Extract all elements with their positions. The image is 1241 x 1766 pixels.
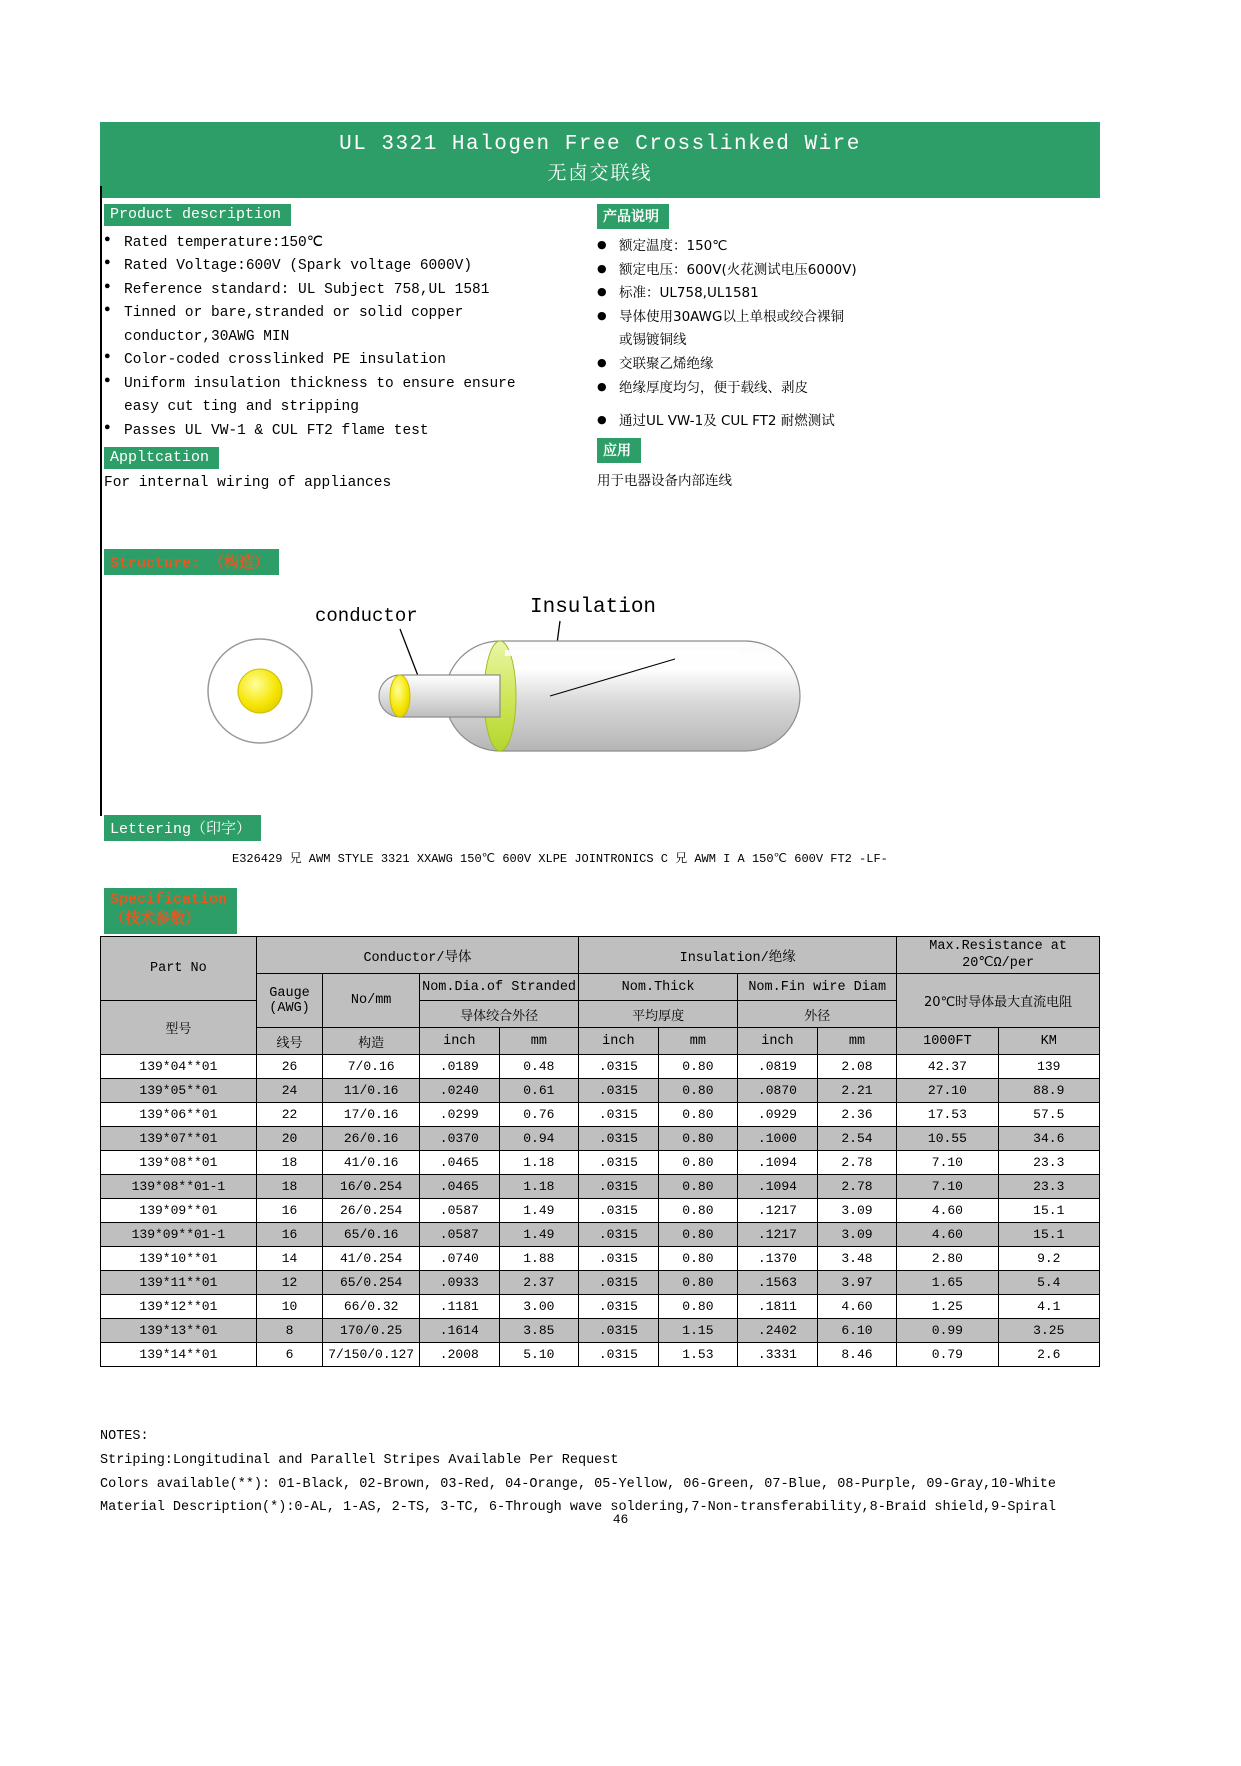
header-unit-inch-3: inch [738, 1028, 818, 1055]
cell-value: .1614 [420, 1319, 500, 1343]
cell-value: 139 [998, 1055, 1099, 1079]
table-row [101, 1247, 1100, 1271]
wire-cross-section-svg [100, 581, 1100, 821]
cell-value: .0933 [420, 1271, 500, 1295]
cell-value: 2.78 [817, 1175, 897, 1199]
header-unit-mm-1: mm [499, 1028, 579, 1055]
cell-part-no: 139*12**01 [101, 1295, 257, 1319]
desc-cn-0: 额定温度：150℃ [619, 237, 728, 254]
cell-value: 0.80 [658, 1127, 738, 1151]
structure-section [100, 549, 1100, 575]
cell-value: 0.79 [897, 1343, 998, 1367]
cell-value: .0315 [579, 1271, 659, 1295]
specification-label-line1: Specification [110, 890, 228, 908]
insulation-label-text: Insulation [530, 595, 657, 619]
cell-value: 3.09 [817, 1199, 897, 1223]
cell-value: 15.1 [998, 1199, 1099, 1223]
cell-value: 0.94 [499, 1127, 579, 1151]
application-label-cn: 应用 [597, 438, 641, 463]
header-nom-fin-wire-diam: Nom.Fin wire Diam [738, 974, 897, 1001]
cell-value: 170/0.25 [323, 1319, 420, 1343]
cell-value: 0.80 [658, 1079, 738, 1103]
table-row [101, 1199, 1100, 1223]
description-list-cn [597, 235, 1017, 434]
desc-en-3: Tinned or bare,stranded or solid copper [124, 305, 464, 322]
lettering-section [100, 815, 1100, 866]
cell-part-no: 139*04**01 [101, 1055, 257, 1079]
cell-value: .0315 [579, 1055, 659, 1079]
description-column-cn [597, 204, 1017, 489]
list-item [104, 279, 584, 302]
cell-value: 88.9 [998, 1079, 1099, 1103]
cell-value: .0315 [579, 1175, 659, 1199]
cell-value: 0.80 [658, 1247, 738, 1271]
cell-value: .2008 [420, 1343, 500, 1367]
cell-value: .0740 [420, 1247, 500, 1271]
desc-en-1: Rated Voltage:600V (Spark voltage 6000V) [124, 258, 473, 275]
cell-value: 0.80 [658, 1223, 738, 1247]
cell-value: 2.21 [817, 1079, 897, 1103]
cell-value: 10.55 [897, 1127, 998, 1151]
product-description-label: Product description [104, 204, 291, 226]
cell-value: 4.1 [998, 1295, 1099, 1319]
list-item [597, 235, 1017, 259]
header-max-resistance-cn: 20℃时导体最大直流电阻 [897, 974, 1100, 1028]
list-item [104, 349, 584, 372]
cell-value: .0315 [579, 1079, 659, 1103]
cell-value: 9.2 [998, 1247, 1099, 1271]
lettering-label: Lettering（印字） [104, 815, 261, 841]
cell-part-no: 139*10**01 [101, 1247, 257, 1271]
cell-value: 2.80 [897, 1247, 998, 1271]
table-row [101, 1103, 1100, 1127]
header-unit-mm-3: mm [817, 1028, 897, 1055]
cell-value: 26 [256, 1055, 322, 1079]
cell-value: 8.46 [817, 1343, 897, 1367]
header-gauge [256, 974, 322, 1028]
table-row [101, 1295, 1100, 1319]
cell-value: 0.76 [499, 1103, 579, 1127]
cell-value: 23.3 [998, 1151, 1099, 1175]
cell-value: .1094 [738, 1175, 818, 1199]
cell-value: .0189 [420, 1055, 500, 1079]
list-item [104, 255, 584, 278]
cell-value: 0.48 [499, 1055, 579, 1079]
product-title-cn: 无卤交联线 [547, 162, 653, 185]
cell-value: 2.54 [817, 1127, 897, 1151]
cell-value: 27.10 [897, 1079, 998, 1103]
cell-value: .1217 [738, 1199, 818, 1223]
cell-part-no: 139*09**01 [101, 1199, 257, 1223]
cell-value: 5.4 [998, 1271, 1099, 1295]
cell-value: 11/0.16 [323, 1079, 420, 1103]
cell-value: 0.80 [658, 1151, 738, 1175]
cell-value: 3.25 [998, 1319, 1099, 1343]
cell-part-no: 139*08**01 [101, 1151, 257, 1175]
cell-value: .0819 [738, 1055, 818, 1079]
header-unit-mm-2: mm [658, 1028, 738, 1055]
product-title-en: UL 3321 Halogen Free Crosslinked Wire [339, 133, 861, 156]
list-item [597, 259, 1017, 283]
list-item [104, 373, 584, 420]
list-item [597, 377, 1017, 401]
list-item [597, 306, 1017, 353]
datasheet-body [100, 122, 1100, 1520]
cell-value: 0.80 [658, 1199, 738, 1223]
cell-value: 0.80 [658, 1055, 738, 1079]
cell-value: .1370 [738, 1247, 818, 1271]
list-item [597, 353, 1017, 377]
cell-value: .0315 [579, 1343, 659, 1367]
cell-value: 0.80 [658, 1271, 738, 1295]
cell-value: 17.53 [897, 1103, 998, 1127]
cell-value: .0315 [579, 1319, 659, 1343]
table-header-row-1 [101, 937, 1100, 974]
table-row [101, 1079, 1100, 1103]
list-item [597, 282, 1017, 306]
table-row [101, 1175, 1100, 1199]
list-item [104, 420, 584, 443]
cell-value: .0465 [420, 1151, 500, 1175]
cell-value: .1094 [738, 1151, 818, 1175]
cell-value: 2.36 [817, 1103, 897, 1127]
cell-value: 26/0.16 [323, 1127, 420, 1151]
cell-value: 7.10 [897, 1175, 998, 1199]
product-title-banner [100, 122, 1100, 198]
conductor-label-text: conductor [315, 604, 418, 627]
cell-part-no: 139*07**01 [101, 1127, 257, 1151]
description-list-en [104, 232, 584, 443]
cell-part-no: 139*14**01 [101, 1343, 257, 1367]
desc-cn-5: 交联聚乙烯绝缘 [619, 356, 714, 373]
header-insulation: Insulation/绝缘 [579, 937, 897, 974]
desc-en-5: Color-coded crosslinked PE insulation [124, 352, 446, 369]
cell-value: 14 [256, 1247, 322, 1271]
cell-value: 57.5 [998, 1103, 1099, 1127]
table-row [101, 1127, 1100, 1151]
cell-value: 0.80 [658, 1103, 738, 1127]
cell-value: .0587 [420, 1223, 500, 1247]
table-row [101, 1055, 1100, 1079]
cell-value: .1000 [738, 1127, 818, 1151]
cell-value: 1.88 [499, 1247, 579, 1271]
header-unit-1000ft: 1000FT [897, 1028, 998, 1055]
description-column-en [104, 204, 584, 491]
cell-value: 2.6 [998, 1343, 1099, 1367]
cell-value: 3.97 [817, 1271, 897, 1295]
structure-diagram [100, 581, 1100, 821]
cell-part-no: 139*05**01 [101, 1079, 257, 1103]
cell-value: 66/0.32 [323, 1295, 420, 1319]
cell-value: 3.48 [817, 1247, 897, 1271]
list-item [104, 302, 584, 349]
header-no-mm: No/mm [323, 974, 420, 1028]
cell-value: 23.3 [998, 1175, 1099, 1199]
cell-value: 1.49 [499, 1199, 579, 1223]
specification-table [100, 936, 1100, 1367]
desc-en-4: conductor,30AWG MIN [124, 328, 290, 345]
cell-value: 2.37 [499, 1271, 579, 1295]
cell-value: 7.10 [897, 1151, 998, 1175]
header-gauge-cn: 线号 [256, 1028, 322, 1055]
cell-value: 1.53 [658, 1343, 738, 1367]
cell-value: 0.80 [658, 1295, 738, 1319]
cell-value: .1217 [738, 1223, 818, 1247]
cell-value: 4.60 [817, 1295, 897, 1319]
cell-value: 41/0.254 [323, 1247, 420, 1271]
cell-value: .0315 [579, 1247, 659, 1271]
cell-value: 16 [256, 1199, 322, 1223]
specification-label [104, 888, 237, 935]
cell-value: 0.61 [499, 1079, 579, 1103]
cell-value: .0870 [738, 1079, 818, 1103]
desc-cn-1: 额定电压：600V(火花测试电压6000V) [619, 261, 857, 278]
cell-value: 10 [256, 1295, 322, 1319]
cell-part-no: 139*11**01 [101, 1271, 257, 1295]
cell-value: .3331 [738, 1343, 818, 1367]
cell-value: 3.09 [817, 1223, 897, 1247]
cell-value: .0315 [579, 1151, 659, 1175]
cell-value: 1.49 [499, 1223, 579, 1247]
cell-value: 3.85 [499, 1319, 579, 1343]
cell-value: .0465 [420, 1175, 500, 1199]
header-max-resistance: Max.Resistance at 20℃Ω/per [897, 937, 1100, 974]
cell-value: .1181 [420, 1295, 500, 1319]
desc-en-8: Passes UL VW-1 & CUL FT2 flame test [124, 422, 429, 439]
specification-section [100, 888, 1100, 935]
cell-value: 16 [256, 1223, 322, 1247]
cell-value: 6.10 [817, 1319, 897, 1343]
header-nom-dia-stranded: Nom.Dia.of Stranded [420, 974, 579, 1001]
notes-block [100, 1425, 1100, 1520]
desc-cn-7: 通过UL VW-1及 CUL FT2 耐燃测试 [619, 413, 835, 430]
cell-value: 22 [256, 1103, 322, 1127]
page-number: 46 [612, 1512, 629, 1527]
cell-value: 1.18 [499, 1175, 579, 1199]
header-nom-fin-wire-diam-cn: 外径 [738, 1001, 897, 1028]
lettering-text: E326429 兄 AWM STYLE 3321 XXAWG 150℃ 600V XLPE JOINTRONICS C 兄 AWM I A 150℃ 600V FT2 -LF- [232, 851, 888, 866]
list-item [597, 410, 1017, 434]
cell-value: .0370 [420, 1127, 500, 1151]
table-row [101, 1271, 1100, 1295]
table-row [101, 1319, 1100, 1343]
desc-cn-4: 或锡镀铜线 [619, 332, 687, 349]
application-text-cn: 用于电器设备内部连线 [597, 472, 732, 489]
header-unit-km: KM [998, 1028, 1099, 1055]
cell-value: .0929 [738, 1103, 818, 1127]
header-unit-inch-2: inch [579, 1028, 659, 1055]
cell-value: 2.78 [817, 1151, 897, 1175]
cell-value: .0315 [579, 1223, 659, 1247]
specification-label-line2: （技术参数） [110, 911, 201, 929]
cell-value: 1.25 [897, 1295, 998, 1319]
cell-value: 12 [256, 1271, 322, 1295]
cell-value: .0315 [579, 1127, 659, 1151]
cell-value: 8 [256, 1319, 322, 1343]
cell-value: 3.00 [499, 1295, 579, 1319]
table-row [101, 1151, 1100, 1175]
cell-value: .1811 [738, 1295, 818, 1319]
cell-part-no: 139*09**01-1 [101, 1223, 257, 1247]
cell-value: 6 [256, 1343, 322, 1367]
cell-value: .0587 [420, 1199, 500, 1223]
cell-value: 4.60 [897, 1223, 998, 1247]
table-row [101, 1343, 1100, 1367]
structure-label: Structure: （构造） [104, 549, 279, 575]
desc-en-6: Uniform insulation thickness to ensure ensure [124, 375, 516, 392]
cell-value: 20 [256, 1127, 322, 1151]
product-description-label-cn: 产品说明 [597, 204, 669, 229]
cell-value: 2.08 [817, 1055, 897, 1079]
cell-value: 1.18 [499, 1151, 579, 1175]
application-text-en: For internal wiring of appliances [104, 475, 392, 492]
header-gauge-text: Gauge (AWG) [269, 985, 310, 1016]
cell-value: .0315 [579, 1103, 659, 1127]
cell-value: .2402 [738, 1319, 818, 1343]
cell-value: 0.99 [897, 1319, 998, 1343]
cell-value: 5.10 [499, 1343, 579, 1367]
desc-cn-2: 标准：UL758,UL1581 [619, 285, 759, 302]
cell-value: 24 [256, 1079, 322, 1103]
cell-value: 34.6 [998, 1127, 1099, 1151]
header-part-no-cn: 型号 [101, 1001, 257, 1055]
cell-part-no: 139*08**01-1 [101, 1175, 257, 1199]
header-conductor: Conductor/导体 [256, 937, 578, 974]
cell-value: 18 [256, 1175, 322, 1199]
cell-value: .0315 [579, 1199, 659, 1223]
cell-part-no: 139*13**01 [101, 1319, 257, 1343]
notes-title: NOTES: [100, 1429, 149, 1445]
header-unit-inch-1: inch [420, 1028, 500, 1055]
notes-line-1: Striping:Longitudinal and Parallel Stripes Available Per Request [100, 1453, 619, 1469]
desc-cn-3: 导体使用30AWG以上单根或绞合裸铜 [619, 308, 844, 325]
cell-value: 26/0.254 [323, 1199, 420, 1223]
notes-line-2: Colors available(**): 01-Black, 02-Brown, 03-Red, 04-Orange, 05-Yellow, 06-Green, 07-Blue, 08-Purple, 09-Gray,10-White [100, 1476, 1056, 1492]
desc-en-7: easy cut ting and stripping [124, 399, 359, 416]
desc-cn-6: 绝缘厚度均匀，便于载线、剥皮 [619, 379, 808, 396]
cell-value: 1.15 [658, 1319, 738, 1343]
table-head [101, 937, 1100, 1055]
header-nom-dia-stranded-cn: 导体绞合外径 [420, 1001, 579, 1028]
cell-value: 15.1 [998, 1223, 1099, 1247]
header-nom-thick-cn: 平均厚度 [579, 1001, 738, 1028]
table-row [101, 1223, 1100, 1247]
header-nom-thick: Nom.Thick [579, 974, 738, 1001]
notes-line-3: Material Description(*):0-AL, 1-AS, 2-TS, 3-TC, 6-Through wave soldering,7-Non-transferability,8-Braid shield,9-Spiral [100, 1500, 1056, 1516]
cell-value: 42.37 [897, 1055, 998, 1079]
header-no-mm-cn: 构造 [323, 1028, 420, 1055]
cell-value: .1563 [738, 1271, 818, 1295]
cell-value: 7/150/0.127 [323, 1343, 420, 1367]
cell-value: 1.65 [897, 1271, 998, 1295]
cell-value: 0.80 [658, 1175, 738, 1199]
cell-value: 4.60 [897, 1199, 998, 1223]
description-section [100, 204, 1100, 492]
header-part-no: Part No [101, 937, 257, 1001]
application-label-en: Appltcation [104, 447, 219, 469]
cell-value: .0315 [579, 1295, 659, 1319]
cell-value: 41/0.16 [323, 1151, 420, 1175]
list-item [104, 232, 584, 255]
cell-value: 65/0.254 [323, 1271, 420, 1295]
cell-value: 65/0.16 [323, 1223, 420, 1247]
cell-value: 18 [256, 1151, 322, 1175]
table-body [101, 1055, 1100, 1367]
cell-value: 7/0.16 [323, 1055, 420, 1079]
cell-part-no: 139*06**01 [101, 1103, 257, 1127]
cell-value: 17/0.16 [323, 1103, 420, 1127]
desc-en-0: Rated temperature:150℃ [124, 234, 324, 251]
cell-value: .0299 [420, 1103, 500, 1127]
cell-value: .0240 [420, 1079, 500, 1103]
cell-value: 16/0.254 [323, 1175, 420, 1199]
desc-en-2: Reference standard: UL Subject 758,UL 1581 [124, 281, 490, 298]
